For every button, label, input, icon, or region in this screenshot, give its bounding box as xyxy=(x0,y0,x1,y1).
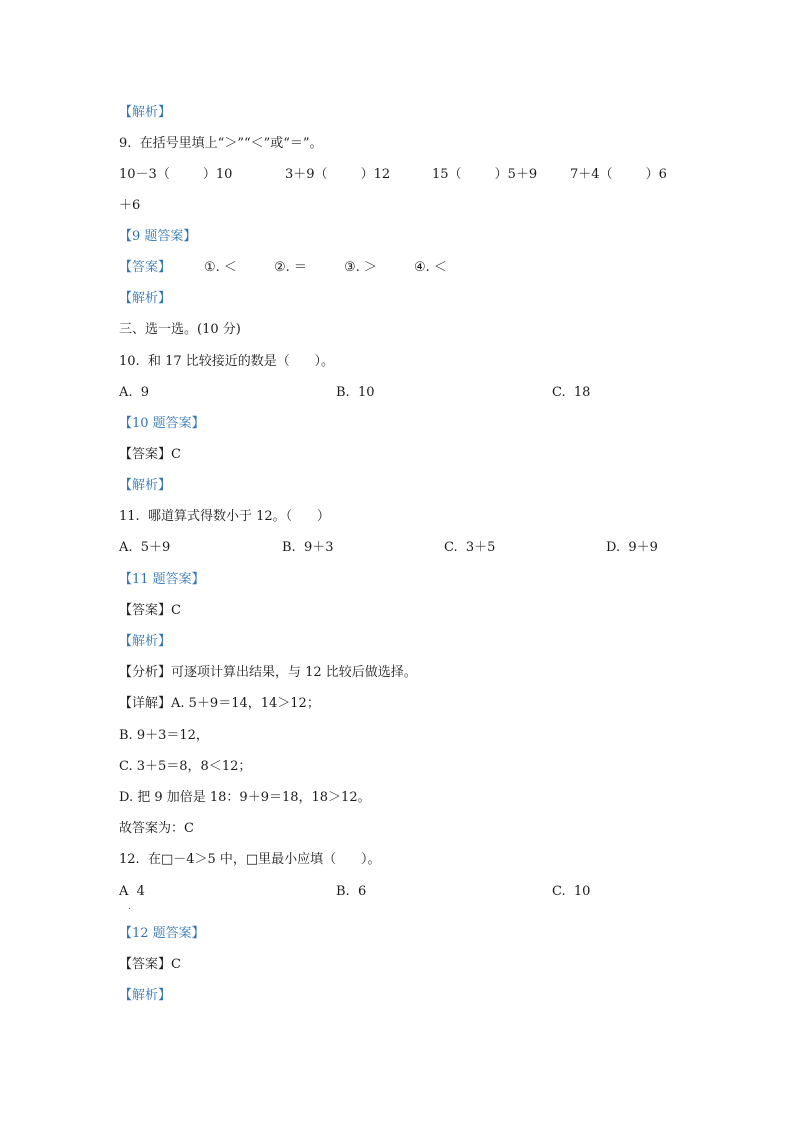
question-11-fenxi: 【分析】可逐项计算出结果，与 12 比较后做选择。 xyxy=(119,665,417,680)
question-9-answer-4: ④. ＜ xyxy=(414,260,447,275)
question-11-option-c: C. 3＋5 xyxy=(444,540,496,555)
question-11-line-d: D. 把 9 加倍是 18：9＋9＝18，18＞12。 xyxy=(119,790,371,805)
question-9-answer-label: 【答案】 xyxy=(119,260,172,275)
question-10-answer: 【答案】C xyxy=(119,447,181,462)
question-10-option-b: B. 10 xyxy=(336,385,375,400)
stray-dot: . xyxy=(128,902,131,912)
question-12-analysis: 【解析】 xyxy=(119,988,172,1003)
question-9-answer-2: ②. ＝ xyxy=(274,260,307,275)
question-11-analysis: 【解析】 xyxy=(119,634,172,649)
question-11-conclusion: 故答案为：C xyxy=(119,821,194,836)
question-11-stem: 11. 哪道算式得数小于 12。（ ） xyxy=(119,509,330,524)
question-9-stem: 9. 在括号里填上“＞”“＜”或“＝”。 xyxy=(119,136,323,151)
question-10-answer-heading: 【10 题答案】 xyxy=(119,416,205,431)
question-9-expr-1: 10－3（ ）10 xyxy=(119,167,233,182)
question-12-option-a: A 4 xyxy=(119,884,145,899)
question-12-option-b: B. 6 xyxy=(336,884,367,899)
question-9-answer-3: ③. ＞ xyxy=(344,260,377,275)
question-11-option-b: B. 9＋3 xyxy=(282,540,334,555)
question-11-line-b: B. 9＋3＝12， xyxy=(119,728,209,743)
question-9-analysis: 【解析】 xyxy=(119,291,172,306)
question-11-option-d: D. 9＋9 xyxy=(606,540,658,555)
question-11-line-c: C. 3＋5＝8，8＜12； xyxy=(119,759,252,774)
question-12-stem: 12. 在□－4＞5 中，□里最小应填（ ）。 xyxy=(119,852,381,867)
question-10-stem: 10. 和 17 比较接近的数是（ ）。 xyxy=(119,354,335,369)
question-11-option-a: A. 5＋9 xyxy=(119,540,171,555)
analysis-heading: 【解析】 xyxy=(119,105,172,120)
question-9-expr-2: 3＋9（ ）12 xyxy=(285,167,391,182)
question-12-answer: 【答案】C xyxy=(119,957,181,972)
section-3-title: 三、选一选。(10 分) xyxy=(119,322,241,337)
question-10-option-c: C. 18 xyxy=(552,385,591,400)
question-9-answer-heading: 【9 题答案】 xyxy=(119,229,197,244)
question-12-answer-heading: 【12 题答案】 xyxy=(119,926,205,941)
question-9-expr-4-continued: ＋6 xyxy=(119,198,141,213)
question-12-option-c: C. 10 xyxy=(552,884,591,899)
question-11-answer: 【答案】C xyxy=(119,603,181,618)
question-11-xiangjie: 【详解】A. 5＋9＝14，14＞12； xyxy=(119,696,320,711)
question-9-expr-3: 15（ ）5＋9 xyxy=(432,167,538,182)
question-10-analysis: 【解析】 xyxy=(119,478,172,493)
question-9-expr-4: 7＋4（ ）6 xyxy=(570,167,667,182)
question-11-answer-heading: 【11 题答案】 xyxy=(119,572,205,587)
question-10-option-a: A. 9 xyxy=(119,385,150,400)
question-9-answer-1: ①. ＜ xyxy=(204,260,237,275)
